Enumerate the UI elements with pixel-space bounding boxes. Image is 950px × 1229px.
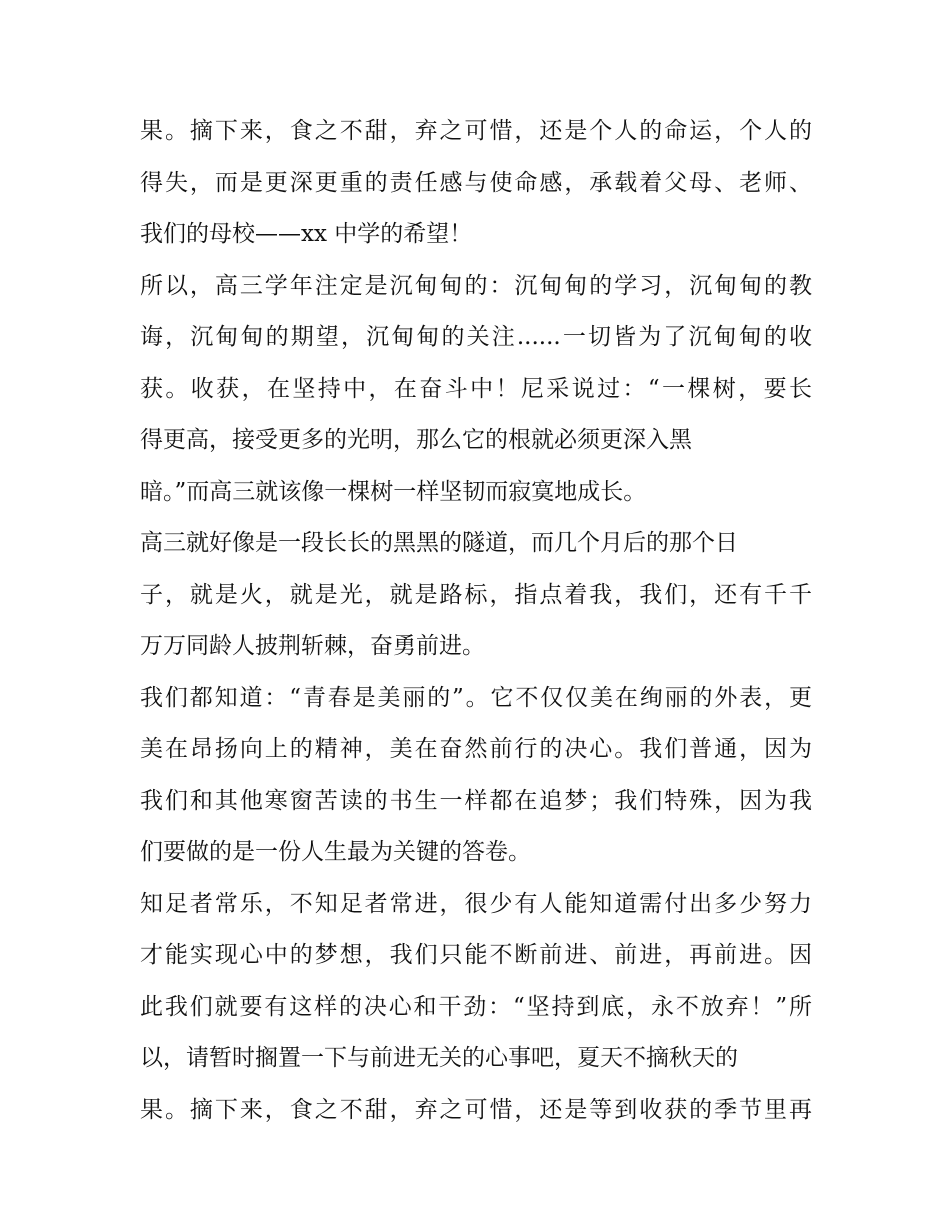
text-line: 所以，高三学年注定是沉甸甸的：沉甸甸的学习，沉甸甸的教 bbox=[140, 272, 812, 299]
text-line: 得更高，接受更多的光明，那么它的根就必须更深入黑 bbox=[140, 427, 692, 453]
text-line: 美在昂扬向上的精神，美在奋然前行的决心。我们普通，因为 bbox=[140, 736, 812, 762]
text-line: 此我们就要有这样的决心和干劲：“坚持到底，永不放弃！”所 bbox=[140, 993, 812, 1020]
text-line: 我们都知道：“青春是美丽的”。它不仅仅美在绚丽的外表，更 bbox=[140, 684, 812, 711]
text-line: 果。摘下来，食之不甜，弃之可惜，还是等到收获的季节里再 bbox=[140, 1096, 812, 1123]
text-line: 们要做的是一份人生最为关键的答卷。 bbox=[140, 839, 531, 865]
text-line: 获。收获，在坚持中，在奋斗中！尼采说过：“一棵树，要长 bbox=[140, 375, 812, 402]
body-text bbox=[140, 106, 812, 1136]
text-line: 万万同龄人披荆斩棘，奋勇前进。 bbox=[140, 633, 485, 659]
text-line: 知足者常乐，不知足者常进，很少有人能知道需付出多少努力 bbox=[140, 890, 812, 917]
text-line: 果。摘下来，食之不甜，弃之可惜，还是个人的命运，个人的 bbox=[140, 118, 812, 144]
text-line: 得失，而是更深更重的责任感与使命感，承载着父母、老师、 bbox=[140, 169, 812, 196]
text-line: 诲，沉甸甸的期望，沉甸甸的关注......一切皆为了沉甸甸的收 bbox=[140, 324, 812, 350]
text-line: 子，就是火，就是光，就是路标，指点着我，我们，还有千千 bbox=[140, 581, 812, 608]
text-line: 以，请暂时搁置一下与前进无关的心事吧，夏天不摘秋天的 bbox=[140, 1045, 738, 1071]
text-line: 高三就好像是一段长长的黑黑的隧道，而几个月后的那个日 bbox=[140, 530, 738, 556]
text-line: 暗。”而高三就该像一棵树一样坚韧而寂寞地成长。 bbox=[140, 478, 647, 505]
text-line: 我们和其他寒窗苦读的书生一样都在追梦；我们特殊，因为我 bbox=[140, 787, 812, 814]
text-line: 我们的母校——xx 中学的希望！ bbox=[140, 221, 473, 247]
text-line: 才能实现心中的梦想，我们只能不断前进、前进，再前进。因 bbox=[140, 942, 812, 968]
